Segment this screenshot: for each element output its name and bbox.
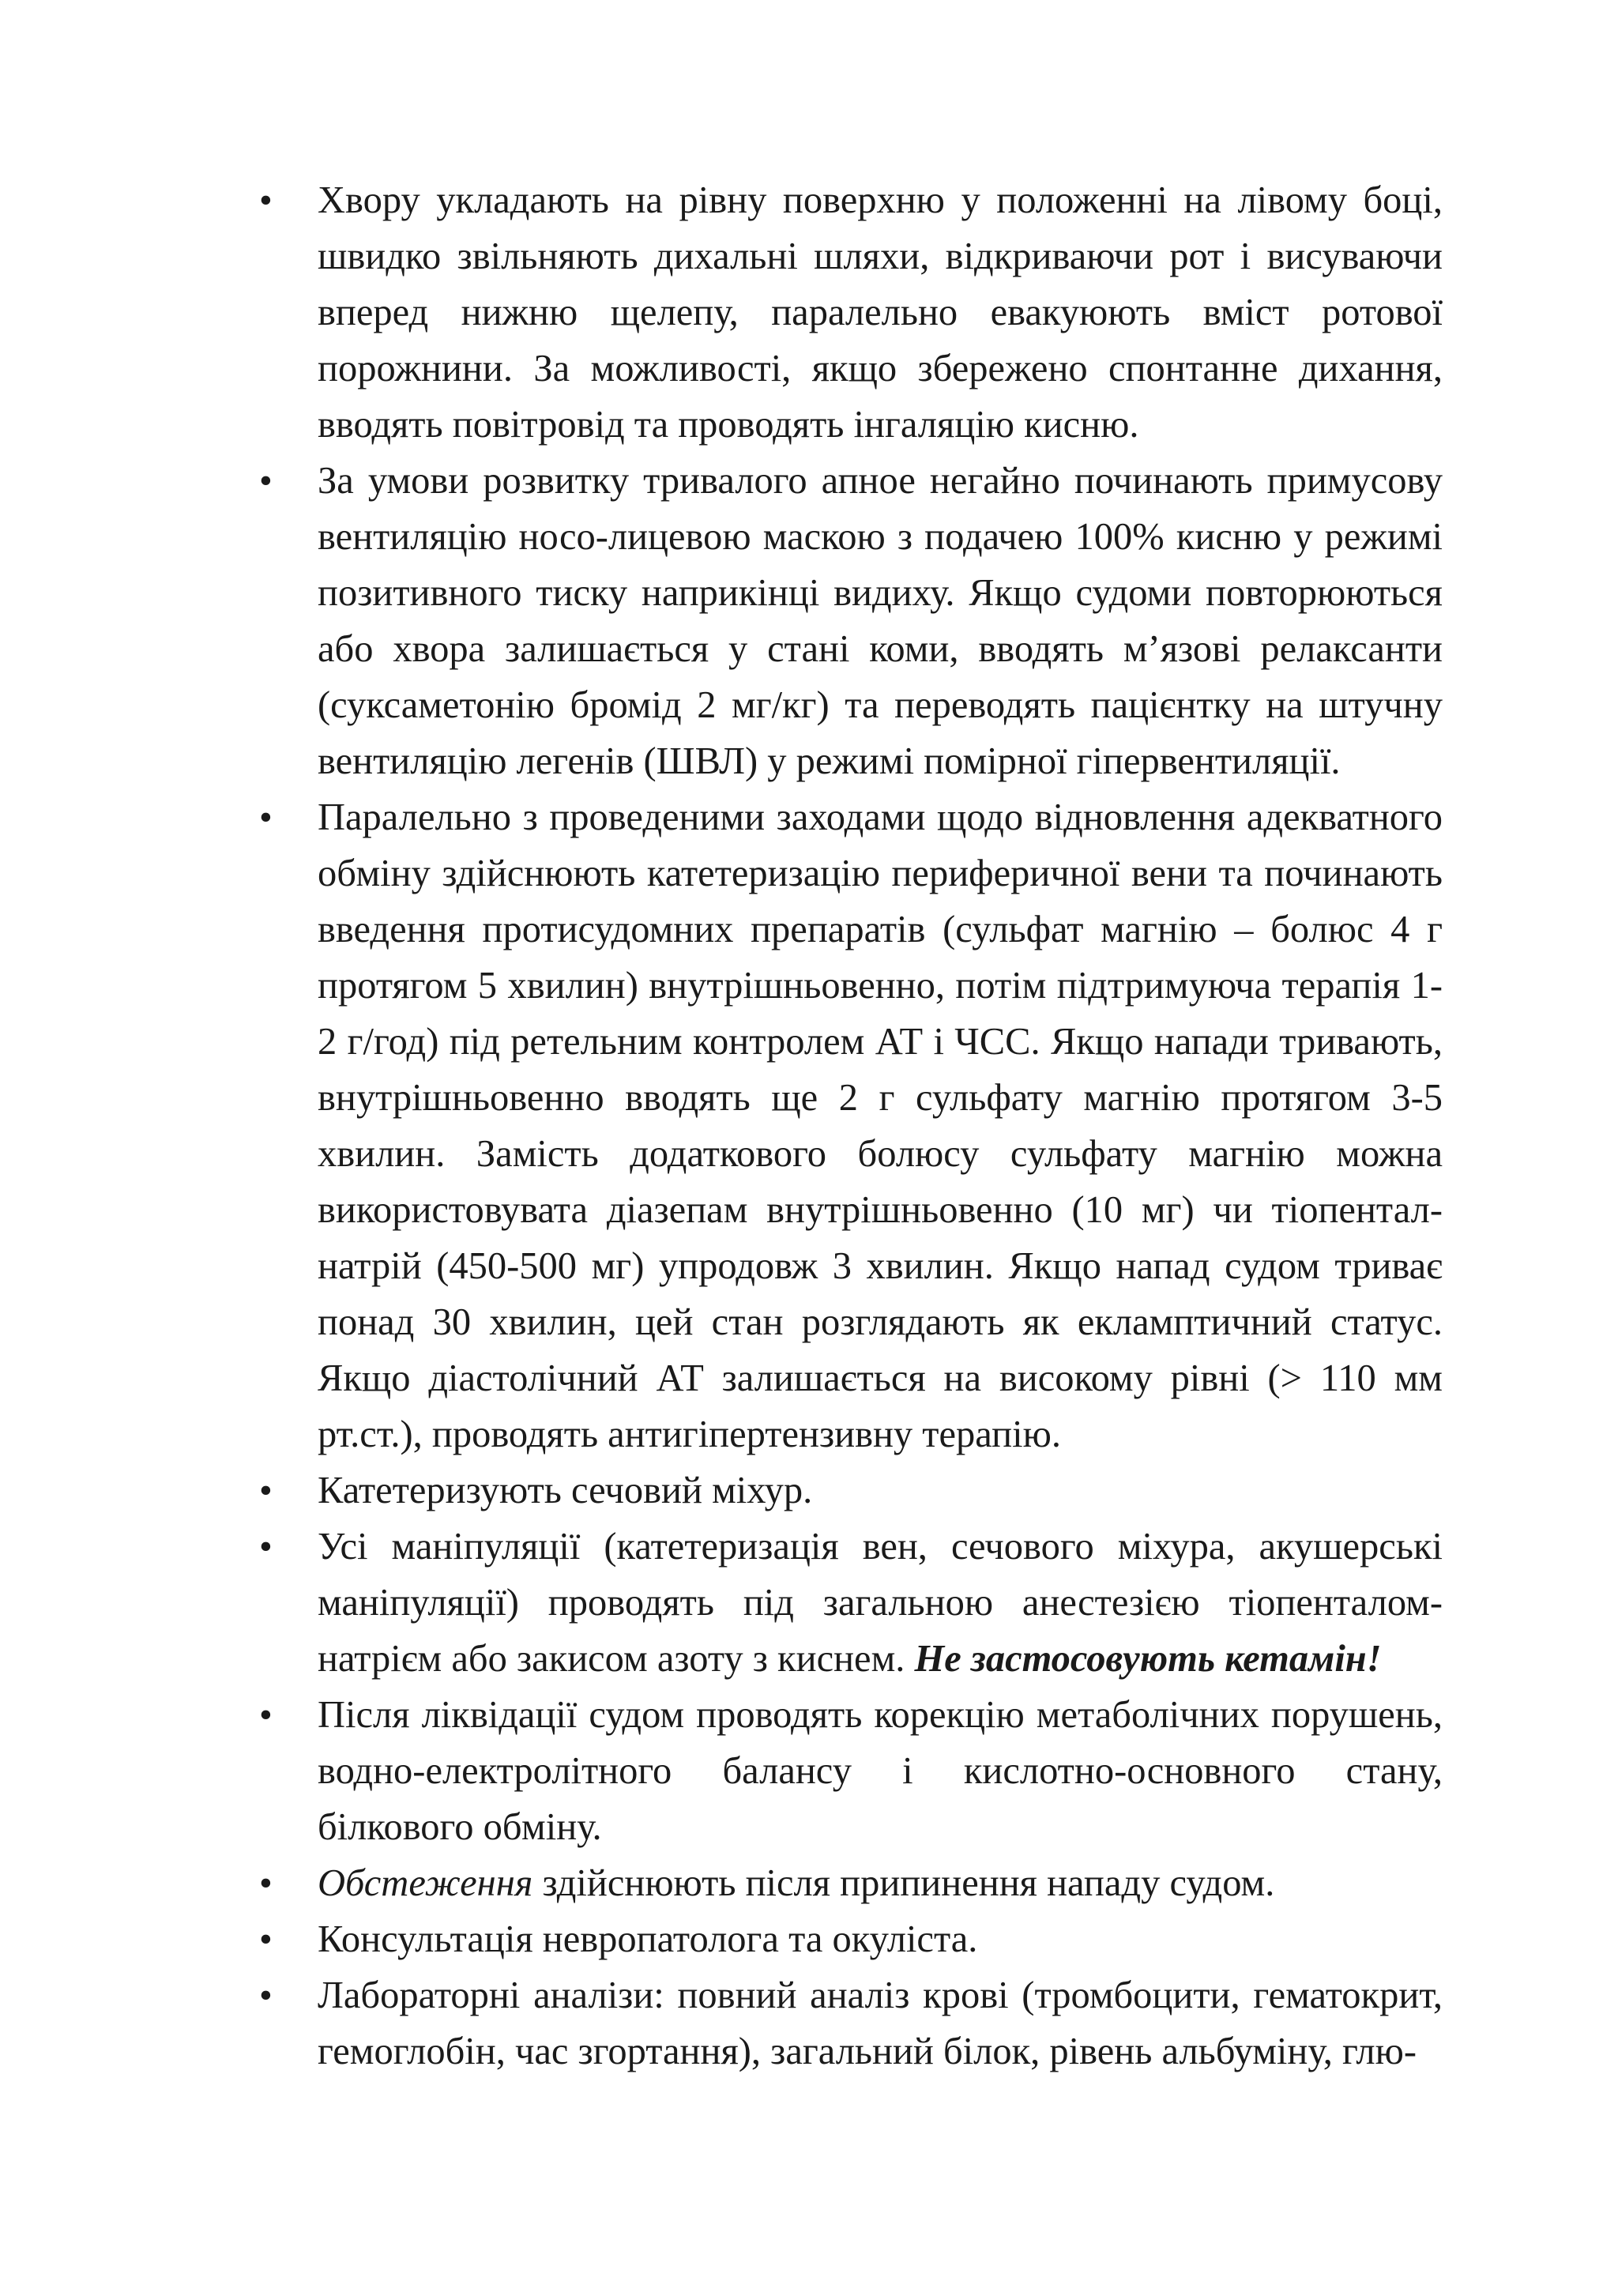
bullet-marker: • xyxy=(259,1974,273,2016)
list-item xyxy=(258,1519,1443,1687)
list-item-text: здійснюють після припинення нападу судом. xyxy=(532,1862,1275,1904)
list-item-text: Катетеризують сечовий міхур. xyxy=(318,1470,813,1511)
bullet-marker: • xyxy=(259,1862,273,1904)
list-item-text: Хвору укладають на рівну поверхню у положенні на лівому боці, швидко звільняють дихальні шляхи, відкриваючи рот і висуваючи вперед нижню щелепу, паралельно евакуюють вміст ротової порожнини. За можливості, якщо збережено спонтанне дихання, вводять повітровід та проводять інгаляцію кисню. xyxy=(318,179,1443,446)
list-item-text: За умови розвитку тривалого апное негайно починають примусову вентиляцію носо-лицевою маскою з подачею 100% кисню у режимі позитивного тиску наприкінці видиху. Якщо судоми повторюються або хвора залишається у стані коми, вводять м’язові релаксанти (суксаметонію бромід 2 мг/кг) та переводять пацієнтку на штучну вентиляцію легенів (ШВЛ) у режимі помірної гіпервентиляції. xyxy=(318,460,1443,782)
list-item xyxy=(258,1855,1443,1911)
bullet-marker: • xyxy=(259,796,273,838)
list-item xyxy=(258,453,1443,789)
examination-term: Обстеження xyxy=(318,1862,533,1904)
bullet-marker: • xyxy=(259,1918,273,1960)
list-item-text: Після ліквідації судом проводять корекцію метаболічних порушень, водно-електролітного балансу і кислотно-основного стану, білкового обміну. xyxy=(318,1694,1443,1848)
bullet-marker: • xyxy=(259,1694,273,1736)
bullet-marker: • xyxy=(259,1526,273,1568)
list-item-text: Усі маніпуляції (катетеризація вен, сечового міхура, акушерські маніпуляції) проводять під загальною анестезією тіопенталомнатрієм або закисом азоту з киснем. xyxy=(318,1526,1443,1680)
list-item xyxy=(258,1911,1443,1967)
bullet-marker: • xyxy=(259,1470,273,1511)
list-item xyxy=(258,1687,1443,1855)
list-item-text: Консультація невропатолога та окуліста. xyxy=(318,1918,978,1960)
list-item xyxy=(258,789,1443,1462)
protocol-bullet-list xyxy=(258,172,1443,2080)
list-item xyxy=(258,172,1443,453)
ketamine-warning: Не застосовують кетамін! xyxy=(914,1638,1382,1680)
bullet-marker: • xyxy=(259,179,273,221)
list-item-text: Лабораторні аналізи: повний аналіз крові (тромбоцити, гематокрит, гемоглобін, час згортання), загальний білок, рівень альбуміну, глю- xyxy=(318,1974,1443,2072)
list-item xyxy=(258,1462,1443,1519)
list-item-text: Паралельно з проведеними заходами щодо відновлення адекватного обміну здійснюють катетеризацію периферичної вени та починають введення протисудомних препаратів (сульфат магнію – болюс 4 г протягом 5 хвилин) внутрішньовенно, потім підтримуюча терапія 1-2 г/год) під ретельним контролем АТ і ЧСС. Якщо напади тривають, внутрішньовенно вводять ще 2 г сульфату магнію протягом 3-5 хвилин. Замість додаткового болюсу сульфату магнію можна використовувата діазепам внутрішньовенно (10 мг) чи тіопентал-натрій (450-500 мг) упродовж 3 хвилин. Якщо напад судом триває понад 30 хвилин, цей стан розглядають як екламптичний статус. Якщо діастолічний АТ залишається на високому рівні (> 110 мм рт.ст.), проводять антигіпертензивну терапію. xyxy=(318,796,1443,1455)
list-item xyxy=(258,1967,1443,2080)
bullet-marker: • xyxy=(259,460,273,502)
